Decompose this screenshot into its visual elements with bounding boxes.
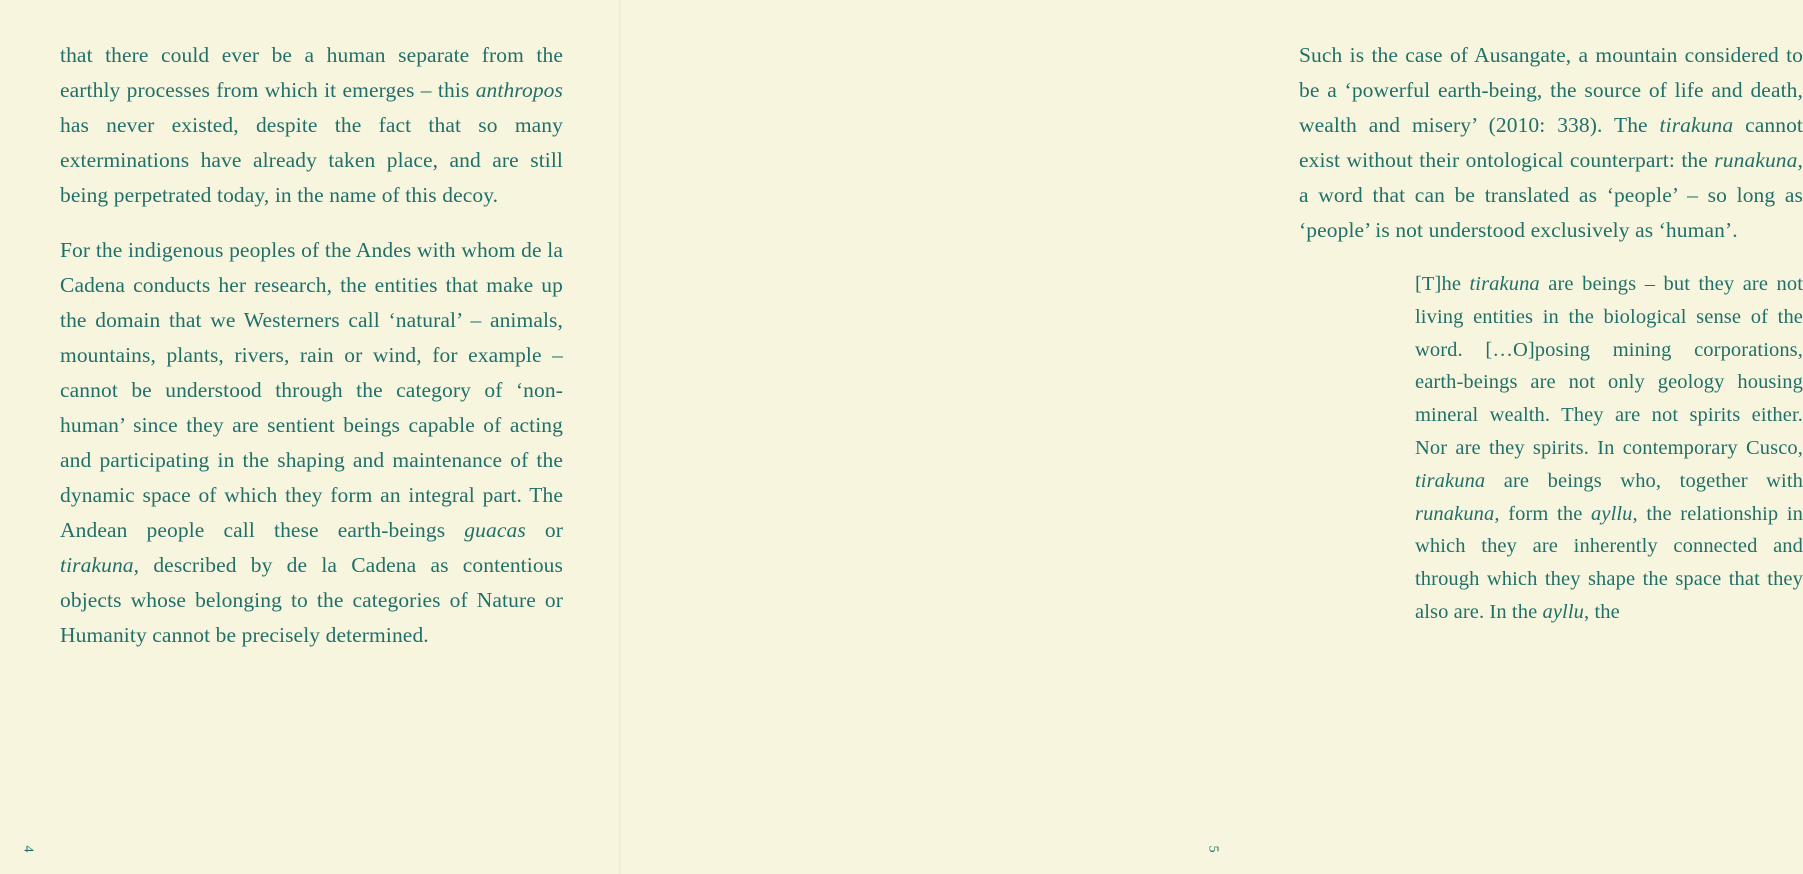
paragraph: Such is the case of Ausangate, a mountain considered to be a ‘powerful earth-being, the source of life and death, wealth and misery’ (2010: 338). The tirakuna cannot exist without their ontological counterpart: the runakuna, a word that can be translated as ‘people’ – so long as ‘people’ is not understood exclusively as ‘human’. (1299, 43, 1803, 242)
page-gutter-divider (619, 0, 621, 874)
paragraph: that there could ever be a human separate from the earthly processes from which it emerges – this anthropos has never existed, despite the fact that so many exterminations have already taken place, and are still being perpetrated today, in the name of this decoy. (60, 43, 563, 207)
blockquote: [T]he tirakuna are beings – but they are not living entities in the biological sense of the word. […O]posing mining corporations, earth-beings are not only geology housing mineral wealth. They are not spirits either. Nor are they spirits. In contemporary Cusco, tirakuna are beings who, together with runakuna, form the ayllu, the relationship in which they are inherently connected and through which they shape the space that they also are. In the ayllu, the (1415, 273, 1803, 623)
paragraph: For the indigenous peoples of the Andes with whom de la Cadena conducts her research, the entities that make up the domain that we Westerners call ‘natural’ – animals, mountains, plants, rivers, rain or wind, for example – cannot be understood through the category of ‘non-human’ since they are sentient beings capable of acting and participating in the shaping and maintenance of the dynamic space of which they form an integral part. The Andean people call these earth-beings guacas or tirakuna, described by de la Cadena as contentious objects whose belonging to the categories of Nature or Humanity cannot be precisely determined. (60, 238, 563, 647)
right-page-text (1299, 38, 1803, 629)
page-number-right: 5 (1205, 845, 1221, 853)
page-number-left: 4 (20, 845, 36, 853)
left-page (0, 0, 620, 874)
left-page-text (60, 38, 563, 653)
right-page (620, 0, 1803, 874)
